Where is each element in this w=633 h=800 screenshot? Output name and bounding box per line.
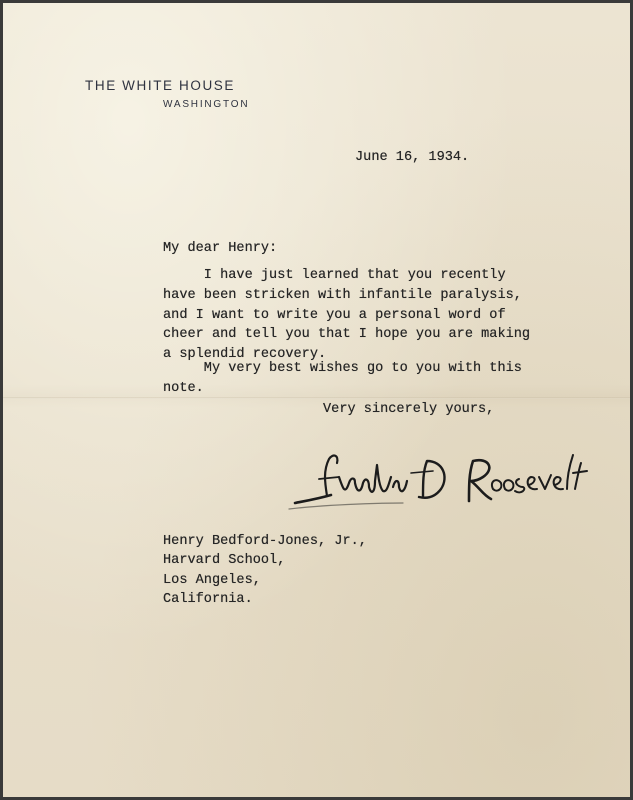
body-line: and I want to write you a personal word of [163, 308, 506, 323]
letter-date: June 16, 1934. [355, 150, 470, 165]
recipient-address-line: Los Angeles, [163, 573, 261, 588]
body-line: cheer and tell you that I hope you are making [163, 327, 531, 342]
recipient-name: Henry Bedford-Jones, Jr., [163, 534, 367, 549]
recipient-address-line: California. [163, 592, 253, 607]
letterhead-subtitle: WASHINGTON [163, 99, 250, 110]
salutation: My dear Henry: [163, 241, 278, 256]
body-line: a splendid recovery. [163, 347, 327, 362]
body-line: I have just learned that you recently [163, 268, 506, 283]
body-line: My very best wishes go to you with this [163, 361, 522, 376]
body-line: note. [163, 381, 204, 396]
handwritten-signature-icon [283, 443, 603, 533]
closing: Very sincerely yours, [323, 402, 495, 417]
paper-fold-line [3, 397, 630, 399]
letterhead-title: THE WHITE HOUSE [85, 78, 236, 93]
recipient-address-line: Harvard School, [163, 553, 286, 568]
body-line: have been stricken with infantile paralysis, [163, 288, 522, 303]
